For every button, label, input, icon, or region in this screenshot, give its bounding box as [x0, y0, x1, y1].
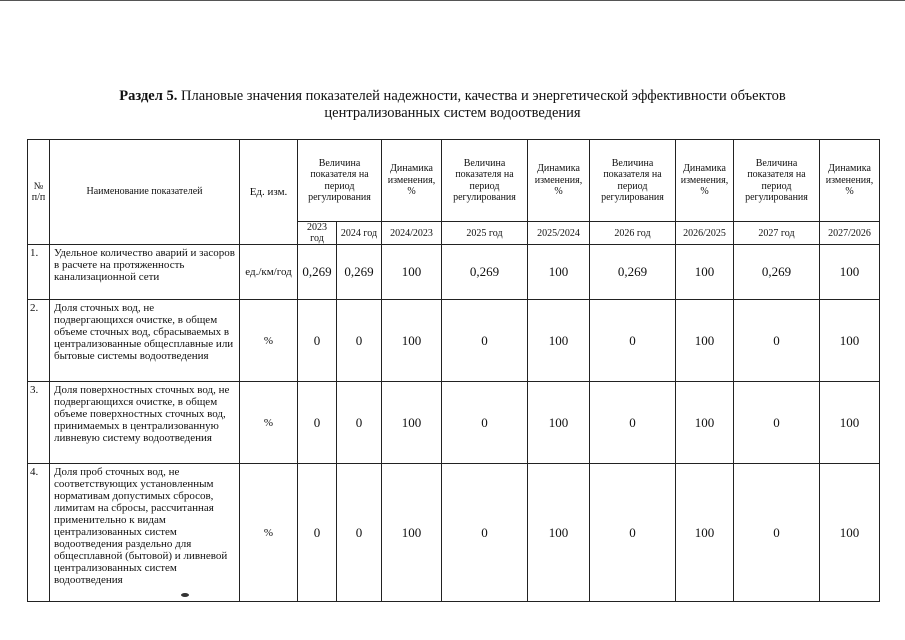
subheader-2024: 2024 год — [337, 222, 382, 245]
row-indicator-name: Удельное количество аварий и засоров в расчете на протяженность канализационной сети — [50, 245, 240, 300]
scan-ink-mark — [181, 593, 189, 597]
row-indicator-name: Доля сточных вод, не подвергающихся очистке, в общем объеме сточных вод, сбрасываемых в централизованные общесплавные или бытовые системы водоотведения — [50, 300, 240, 382]
dynamics-2025-2024: 100 — [528, 245, 590, 300]
subheader-2026: 2026 год — [590, 222, 676, 245]
header-value-period-2025: Величина показателя на период регулирования — [442, 140, 528, 222]
header-dynamics-2025: Динамика изменения, % — [528, 140, 590, 222]
subheader-2027: 2027 год — [734, 222, 820, 245]
dynamics-2024-2023: 100 — [382, 245, 442, 300]
value-2026: 0 — [590, 382, 676, 464]
value-2023: 0 — [298, 464, 337, 602]
dynamics-2027-2026: 100 — [820, 245, 880, 300]
dynamics-2027-2026: 100 — [820, 382, 880, 464]
header-row — [28, 140, 880, 222]
value-2023: 0 — [298, 300, 337, 382]
row-unit: % — [240, 382, 298, 464]
value-2027: 0,269 — [734, 245, 820, 300]
value-2025: 0,269 — [442, 245, 528, 300]
subheader-2026-2025: 2026/2025 — [676, 222, 734, 245]
subheader-2025: 2025 год — [442, 222, 528, 245]
dynamics-2026-2025: 100 — [676, 464, 734, 602]
dynamics-2026-2025: 100 — [676, 245, 734, 300]
row-number: 1. — [28, 245, 50, 300]
dynamics-2027-2026: 100 — [820, 464, 880, 602]
table-row — [28, 245, 880, 300]
value-2023: 0,269 — [298, 245, 337, 300]
dynamics-2026-2025: 100 — [676, 382, 734, 464]
value-2027: 0 — [734, 382, 820, 464]
header-dynamics-2027: Динамика изменения, % — [820, 140, 880, 222]
header-name: Наименование показателей — [50, 140, 240, 245]
dynamics-2024-2023: 100 — [382, 464, 442, 602]
value-2024: 0 — [337, 382, 382, 464]
section-title-line1: Плановые значения показателей надежности, качества и энергетической эффективности объектов — [180, 88, 786, 104]
subheader-2027-2026: 2027/2026 — [820, 222, 880, 245]
value-2024: 0,269 — [337, 245, 382, 300]
subheader-2025-2024: 2025/2024 — [528, 222, 590, 245]
value-2027: 0 — [734, 464, 820, 602]
dynamics-2026-2025: 100 — [676, 300, 734, 382]
subheader-2024-2023: 2024/2023 — [382, 222, 442, 245]
section-heading — [60, 88, 845, 122]
value-2024: 0 — [337, 464, 382, 602]
header-value-period-2026: Величина показателя на период регулирования — [590, 140, 676, 222]
row-number: 4. — [28, 464, 50, 602]
header-dynamics-2024: Динамика изменения, % — [382, 140, 442, 222]
indicators-table — [27, 139, 880, 602]
row-unit: ед./км/год — [240, 245, 298, 300]
value-2025: 0 — [442, 300, 528, 382]
table-row — [28, 382, 880, 464]
value-2026: 0 — [590, 464, 676, 602]
dynamics-2024-2023: 100 — [382, 300, 442, 382]
subheader-2023: 2023 год — [298, 222, 337, 245]
value-2025: 0 — [442, 464, 528, 602]
dynamics-2025-2024: 100 — [528, 300, 590, 382]
value-2023: 0 — [298, 382, 337, 464]
row-indicator-name: Доля поверхностных сточных вод, не подвергающихся очистке, в общем объеме поверхностных сточных вод, принимаемых в централизованную ливневую систему водоотведения — [50, 382, 240, 464]
row-indicator-name: Доля проб сточных вод, не соответствующих установленным нормативам допустимых сбросов, лимитам на сбросы, рассчитанная применительно к видам централизованных систем водоотведения раздельно для общесплавной (бытовой) и ливневой централизованных систем водоотведения — [50, 464, 240, 602]
dynamics-2025-2024: 100 — [528, 382, 590, 464]
dynamics-2024-2023: 100 — [382, 382, 442, 464]
top-border-line — [0, 0, 905, 1]
row-number: 2. — [28, 300, 50, 382]
value-2026: 0,269 — [590, 245, 676, 300]
dynamics-2027-2026: 100 — [820, 300, 880, 382]
value-2027: 0 — [734, 300, 820, 382]
header-unit: Ед. изм. — [240, 140, 298, 245]
section-label: Раздел 5. — [119, 88, 178, 104]
header-dynamics-2026: Динамика изменения, % — [676, 140, 734, 222]
header-value-period-2027: Величина показателя на период регулирования — [734, 140, 820, 222]
value-2025: 0 — [442, 382, 528, 464]
header-num: № п/п — [28, 140, 50, 245]
table-row — [28, 300, 880, 382]
dynamics-2025-2024: 100 — [528, 464, 590, 602]
header-value-period-2023-2024: Величина показателя на период регулирования — [298, 140, 382, 222]
value-2024: 0 — [337, 300, 382, 382]
value-2026: 0 — [590, 300, 676, 382]
row-unit: % — [240, 464, 298, 602]
table-row — [28, 464, 880, 602]
row-unit: % — [240, 300, 298, 382]
row-number: 3. — [28, 382, 50, 464]
section-title-line2: централизованных систем водоотведения — [324, 105, 581, 121]
